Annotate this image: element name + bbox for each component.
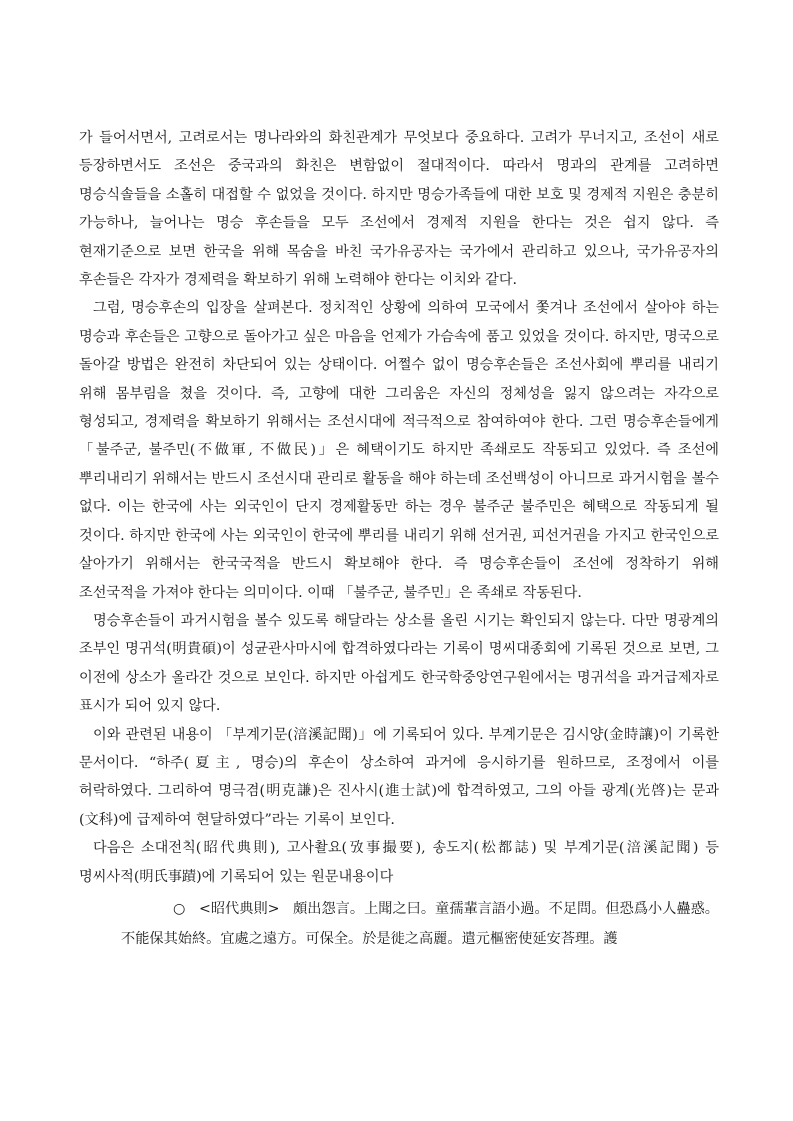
paragraph-1: 가 들어서면서, 고려로서는 명나라와의 화친관계가 무엇보다 중요하다. 고려가 무너지고, 조선이 새로 등장하면서도 조선은 중국과의 화친은 변함없이 절대적이다. 따라서 명과의 관계를 고려하면 명승식솔들을 소홀히 대접할 수 없었을 것이다. 하지만 명승가족들에 대한 보호 및 경제적 지원은 충분히 가능하나, 늘어나는 명승 후손들을 모두 조선에서 경제적 지원을 한다는 것은 쉽지 않다. 즉 현재기준으로 보면 한국을 위해 목숨을 바친 국가유공자는 국가에서 관리하고 있으나, 국가유공자의 후손들은 각자가 경제력을 확보하기 위해 노력해야 한다는 이치와 같다. bbox=[79, 130, 719, 289]
quote-bullet: ○ bbox=[173, 900, 186, 917]
paragraph-2: 그럼, 명승후손의 입장을 살펴본다. 정치적인 상황에 의하여 모국에서 쫓겨나 조선에서 살아야 하는 명승과 후손들은 고향으로 돌아가고 싶은 마음을 언제가 가슴속에 품고 있었을 것이다. 하지만, 명국으로 돌아갈 방법은 완전히 차단되어 있는 상태이다. 어쩔수 없이 명승후손들은 조선사회에 뿌리를 내리기 위해 몸부림을 쳤을 것이다. 즉, 고향에 대한 그리움은 자신의 정체성을 잃지 않으려는 자각으로 형성되고, 경제력을 확보하기 위해서는 조선시대에 적극적으로 참여하여야 한다. 그런 명승후손들에게 「불주군, 불주민(不做軍, 不做民)」은 혜택이기도 하지만 족쇄로도 작동되고 있었다. 즉 조선에 뿌리내리기 위해서는 반드시 조선시대 관리로 활동을 해야 하는데 조선백성이 아니므로 과거시험을 볼수 없다. 이는 한국에 사는 외국인이 단지 경제활동만 하는 경우 불주군 불주민은 혜택으로 작동되게 될 것이다. 하지만 한국에 사는 외국인이 한국에 뿌리를 내리기 위해 선거권, 피선거권을 가지고 한국인으로 살아가기 위해서는 한국국적을 반드시 확보해야 한다. 즉 명승후손들이 조선에 정착하기 위해 조선국적을 가져야 한다는 의미이다. 이때 「불주군, 불주민」은 족쇄로 작동된다. bbox=[79, 300, 719, 601]
quotation-block bbox=[79, 894, 719, 954]
paragraph-4: 이와 관련된 내용이 「부계기문(涪溪記聞)」에 기록되어 있다. 부계기문은 김시양(金時讓)이 기록한 문서이다. “하주(夏主, 명승)의 후손이 상소하여 과거에 응시하기를 원하므로, 조정에서 이를 허락하였다. 그리하여 명극겸(明克謙)은 진사시(進士試)에 합격하였고, 그의 아들 광계(光啓)는 문과(文科)에 급제하여 현달하였다”라는 기록이 보인다. bbox=[79, 726, 719, 828]
paragraph-3: 명승후손들이 과거시험을 볼수 있도록 해달라는 상소를 올린 시기는 확인되지 않는다. 다만 명광계의 조부인 명귀석(明貴碩)이 성균관사마시에 합격하였다라는 기록이 명씨대종회에 기록된 것으로 보면, 그 이전에 상소가 올라간 것으로 보인다. 하지만 아쉽게도 한국학중앙연구원에서는 명귀석을 과거급제자로 표시가 되어 있지 않다. bbox=[79, 612, 719, 715]
quote-text: 頗出怨言。上聞之曰。童孺輩言語小過。不足問。但恐爲小人蠱惑。不能保其始終。宜處之遠方。可保全。於是徙之高麗。遣元樞密使延安荅理。護 bbox=[121, 900, 719, 947]
paragraph-5: 다음은 소대전칙(昭代典則), 고사촬요(攷事撮要), 송도지(松都誌) 및 부계기문(涪溪記聞) 등 명씨사적(明氏事蹟)에 기록되어 있는 원문내용이다 bbox=[79, 840, 719, 885]
document-page bbox=[79, 124, 719, 954]
quote-source: <昭代典則> bbox=[198, 900, 280, 917]
